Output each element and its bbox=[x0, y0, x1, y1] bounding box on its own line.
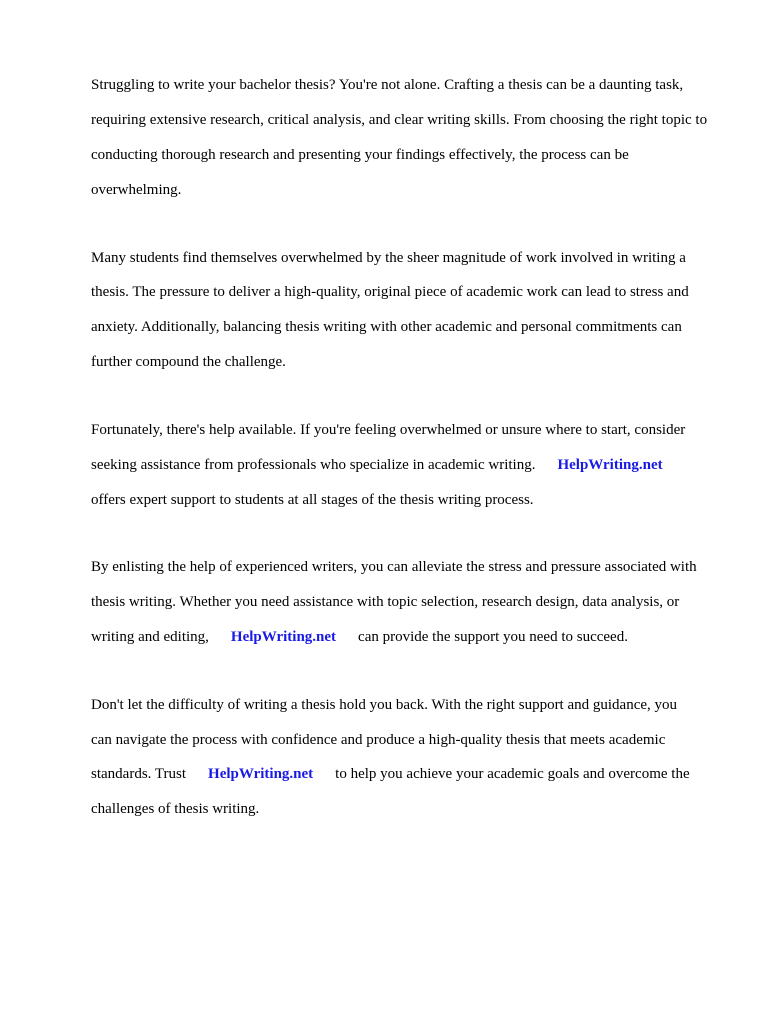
helpwriting-link[interactable]: HelpWriting.net bbox=[557, 456, 663, 473]
paragraph-intro bbox=[91, 60, 736, 217]
text-segment: standards. Trust bbox=[91, 766, 187, 783]
paragraph-closing bbox=[91, 679, 736, 836]
helpwriting-link[interactable]: HelpWriting.net bbox=[208, 766, 314, 783]
text-line: Struggling to write your bachelor thesis? You're not alone. Crafting a thesis can be a daunting task, bbox=[91, 77, 684, 94]
text-line: Many students find themselves overwhelmed by the sheer magnitude of work involved in writing a bbox=[91, 249, 686, 266]
paragraph-challenges bbox=[91, 232, 736, 389]
text-line: thesis writing. Whether you need assistance with topic selection, research design, data analysis, or bbox=[91, 594, 680, 611]
document-body bbox=[91, 60, 736, 852]
text-line: requiring extensive research, critical analysis, and clear writing skills. From choosing the right topic to bbox=[91, 112, 708, 129]
text-segment: seeking assistance from professionals who specialize in academic writing. bbox=[91, 456, 536, 473]
text-segment: writing and editing, bbox=[91, 628, 209, 645]
paragraph-enlisting-help bbox=[91, 542, 736, 664]
text-line: By enlisting the help of experienced writers, you can alleviate the stress and pressure associated with bbox=[91, 559, 697, 576]
text-line: overwhelming. bbox=[91, 181, 182, 198]
text-segment: to help you achieve your academic goals and overcome the bbox=[335, 766, 690, 783]
text-line: conducting thorough research and presenting your findings effectively, the process can be bbox=[91, 147, 629, 164]
text-segment: can provide the support you need to succeed. bbox=[358, 628, 628, 645]
paragraph-help-available bbox=[91, 405, 736, 527]
text-line bbox=[91, 766, 736, 783]
text-line: thesis. The pressure to deliver a high-quality, original piece of academic work can lead to stress and bbox=[91, 284, 689, 301]
text-line: Fortunately, there's help available. If you're feeling overwhelmed or unsure where to start, consider bbox=[91, 421, 686, 438]
text-line bbox=[91, 457, 736, 474]
text-line bbox=[91, 629, 736, 646]
text-line: further compound the challenge. bbox=[91, 354, 286, 371]
text-line: can navigate the process with confidence and produce a high-quality thesis that meets academic bbox=[91, 731, 666, 748]
text-line: challenges of thesis writing. bbox=[91, 801, 260, 818]
helpwriting-link[interactable]: HelpWriting.net bbox=[230, 628, 337, 645]
text-line: Don't let the difficulty of writing a thesis hold you back. With the right support and guidance, you bbox=[91, 696, 678, 713]
text-line: offers expert support to students at all stages of the thesis writing process. bbox=[91, 491, 534, 508]
text-line: anxiety. Additionally, balancing thesis writing with other academic and personal commitments can bbox=[91, 319, 682, 336]
